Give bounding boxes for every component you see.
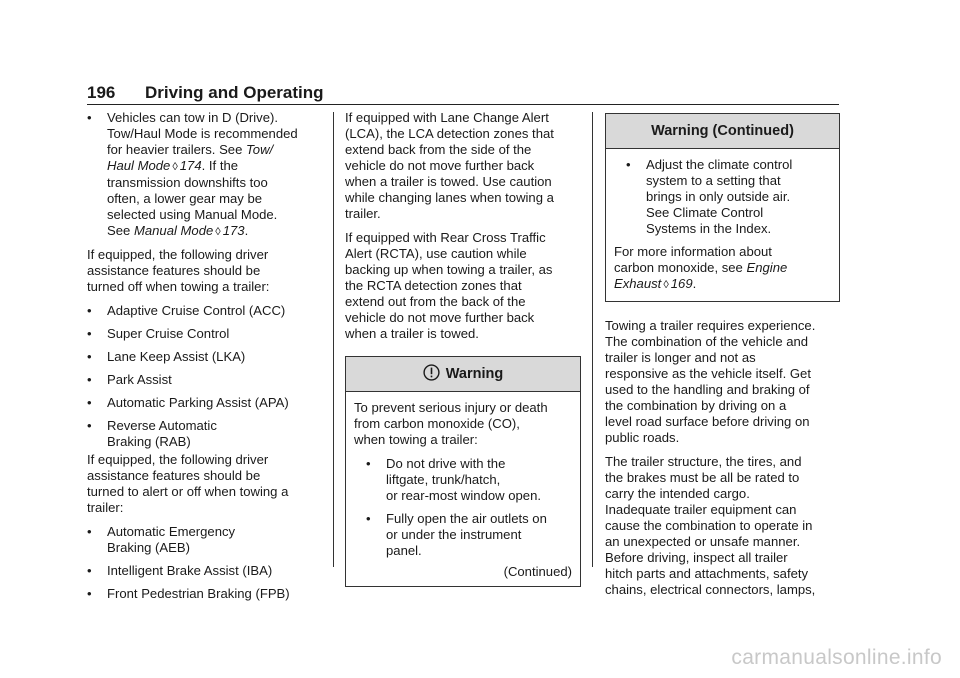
bullet-icon: • [87, 372, 92, 387]
list-item: • Adjust the climate control system to a setting that brings in only outside air. See Climate Control Systems in the Index. [626, 157, 793, 236]
link-manual-mode[interactable]: Manual Mode [133, 223, 214, 238]
bullet-icon: • [87, 586, 92, 601]
section-title: Driving and Operating [145, 83, 324, 102]
bullet-icon: • [87, 110, 92, 125]
link-tow-haul-mode[interactable]: Haul Mode [107, 158, 171, 173]
bullet-icon: • [87, 326, 92, 341]
paragraph-lca: If equipped with Lane Change Alert (LCA), the LCA detection zones that extend back from the side of the vehicle do not move further back when a trailer is towed. Use caution while changing lanes when towing a trailer. [345, 110, 554, 221]
paragraph: If equipped, the following driver assistance features should be turned off when towing a trailer: [87, 247, 270, 294]
list-item: • Automatic Emergency Braking (AEB) [87, 524, 236, 555]
column-divider [592, 112, 593, 567]
page-ref[interactable]: 173 [222, 223, 245, 238]
bullet-icon: • [87, 563, 92, 578]
paragraph: For more information about carbon monoxide, see Engine Exhaust ◊ 169. [614, 244, 788, 291]
list-item: • Lane Keep Assist (LKA) [87, 349, 246, 364]
bullet-icon: • [87, 349, 92, 364]
bullet-icon: • [87, 524, 92, 539]
bullet-icon: • [87, 418, 92, 433]
paragraph: If equipped, the following driver assistance features should be turned to alert or off when towing a trailer: [87, 452, 289, 515]
xref-icon: ◊ [663, 279, 669, 291]
list-item: • Park Assist [87, 372, 172, 387]
warning-header [346, 357, 580, 392]
column-2 [345, 110, 581, 597]
page-ref[interactable]: 169 [670, 276, 693, 291]
xref-icon: ◊ [172, 161, 178, 173]
column-1 [87, 110, 325, 609]
warning-header: Warning (Continued) [606, 114, 839, 149]
page-header [87, 82, 839, 105]
xref-icon: ◊ [215, 226, 221, 238]
link-engine-exhaust[interactable]: Exhaust [614, 276, 662, 291]
link-engine-exhaust[interactable]: Engine [746, 260, 788, 275]
list-item: • Front Pedestrian Braking (FPB) [87, 586, 290, 601]
paragraph: The trailer structure, the tires, and the brakes must be all be rated to carry the intended cargo. Inadequate trailer equipment can cause the combination to operate in an unexpected or unsafe manner. Before driving, inspect all trailer hitch parts and attachments, safety chains, electrical connectors, lamps, [605, 454, 816, 597]
warning-intro: To prevent serious injury or death from carbon monoxide (CO), when towing a trailer: [354, 400, 548, 447]
page-number: 196 [87, 83, 116, 102]
link-tow-haul-mode[interactable]: Tow/ [246, 142, 274, 157]
warning-icon [423, 360, 440, 394]
list-item: • Intelligent Brake Assist (IBA) [87, 563, 273, 578]
list-item: • Automatic Parking Assist (APA) [87, 395, 289, 410]
warning-box [345, 356, 581, 587]
bullet-icon: • [87, 303, 92, 318]
bullet-icon: • [87, 395, 92, 410]
bullet-icon: • [366, 456, 371, 471]
list-item: • Super Cruise Control [87, 326, 230, 341]
page-ref[interactable]: 174 [179, 158, 202, 173]
column-3 [605, 110, 840, 606]
continued-label: (Continued) [503, 564, 572, 579]
paragraph-rcta: If equipped with Rear Cross Traffic Alert (RCTA), use caution while backing up when towing a trailer, as the RCTA detection zones that extend out from the back of the vehicle do not move further back when a trailer is towed. [345, 230, 553, 341]
column-divider [333, 112, 334, 567]
watermark: carmanualsonline.info [731, 646, 942, 669]
list-item: • Reverse Automatic Braking (RAB) [87, 418, 217, 449]
bullet-icon: • [366, 511, 371, 526]
list-item: • Vehicles can tow in D (Drive). Tow/Haul Mode is recommended for heavier trailers. See Tow/ Haul Mode ◊ 174. If the transmission downshifts too often, a lower gear may be selected using Manual Mode. See Manual Mode ◊ 173. [87, 110, 298, 238]
warning-box-continued [605, 113, 840, 302]
list-item: • Adaptive Cruise Control (ACC) [87, 303, 286, 318]
warning-title: Warning [445, 366, 504, 382]
list-item: • Fully open the air outlets on or under the instrument panel. [366, 511, 547, 558]
list-item: • Do not drive with the liftgate, trunk/hatch, or rear-most window open. [366, 456, 542, 503]
bullet-icon: • [626, 157, 631, 172]
paragraph: Towing a trailer requires experience. The combination of the vehicle and trailer is longer and not as responsive as the vehicle itself. Get used to the handling and braking of the combination by driving on a level road surface before driving on public roads. [605, 318, 816, 445]
